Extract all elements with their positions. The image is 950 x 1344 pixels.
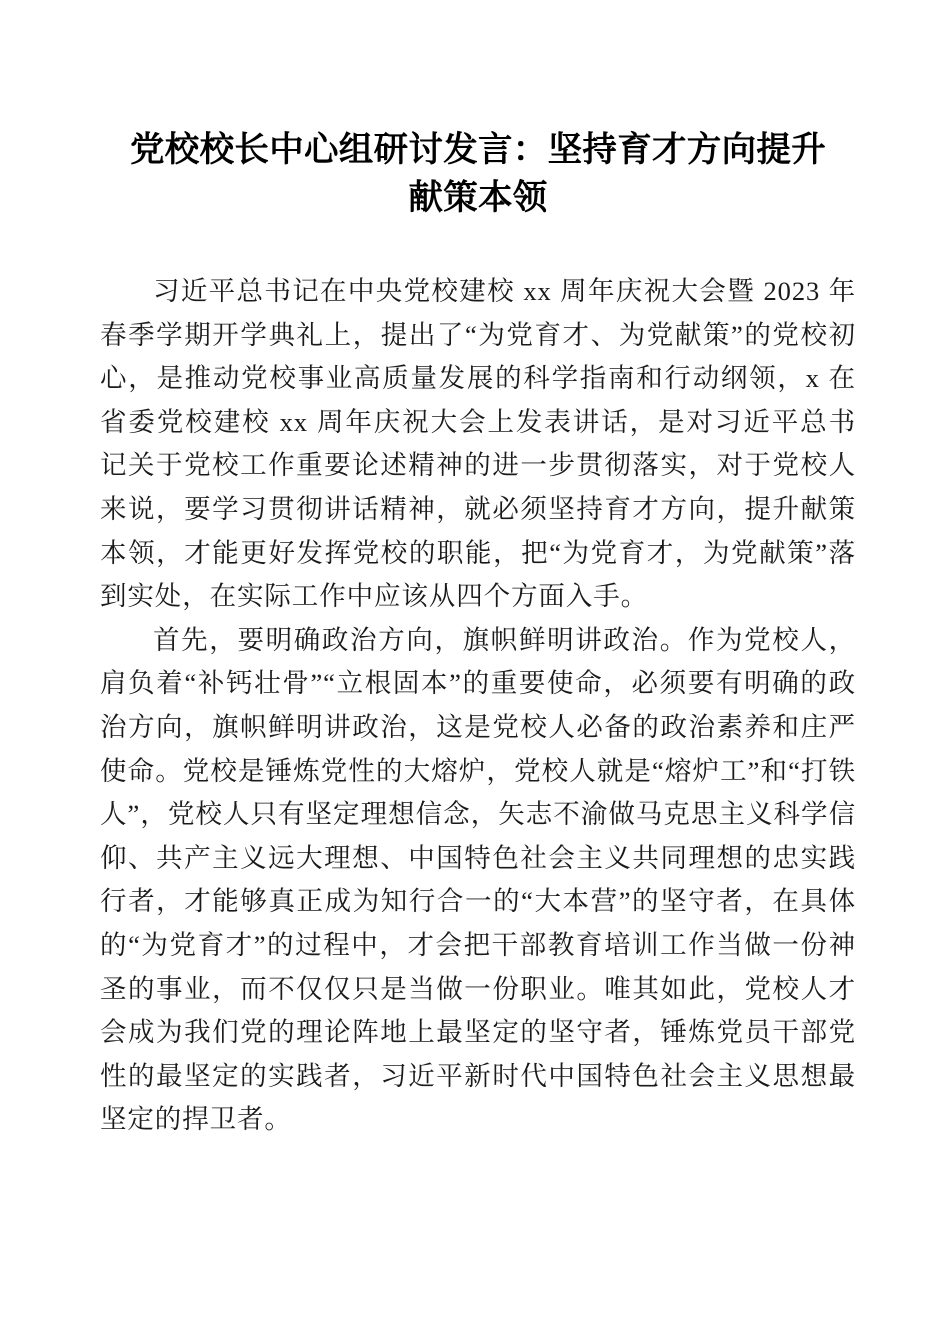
body-paragraph: 首先，要明确政治方向，旗帜鲜明讲政治。作为党校人，肩负着“补钙壮骨”“立根固本”的重要使命，必须要有明确的政治方向，旗帜鲜明讲政治，这是党校人必备的政治素养和庄严使命。党校是锤炼党性的大熔炉，党校人就是“熔炉工”和“打铁人”，党校人只有坚定理想信念，矢志不渝做马克思主义科学信仰、共产主义远大理想、中国特色社会主义共同理想的忠实践行者，才能够真正成为知行合一的“大本营”的坚守者，在具体的“为党育才”的过程中，才会把干部教育培训工作当做一份神圣的事业，而不仅仅只是当做一份职业。唯其如此，党校人才会成为我们党的理论阵地上最坚定的坚守者，锤炼党员干部党性的最坚定的实践者，习近平新时代中国特色社会主义思想最坚定的捍卫者。 [100,624,856,1135]
page-title-line-1: 党校校长中心组研讨发言：坚持育才方向提升 [130,131,826,169]
document-content [100,222,856,1142]
page-title-line-2: 献策本领 [408,179,548,217]
document-body [100,0,856,1142]
page-title [100,0,856,222]
body-paragraph: 习近平总书记在中央党校建校 xx 周年庆祝大会暨 2023 年春季学期开学典礼上，提出了“为党育才、为党献策”的党校初心，是推动党校事业高质量发展的科学指南和行动纲领，x 在省委党校建校 xx 周年庆祝大会上发表讲话，是对习近平总书记关于党校工作重要论述精神的进一步贯彻落实，对于党校人来说，要学习贯彻讲话精神，就必须坚持育才方向，提升献策本领，才能更好发挥党校的职能，把“为党育才，为党献策”落到实处，在实际工作中应该从四个方面入手。 [100,276,856,612]
